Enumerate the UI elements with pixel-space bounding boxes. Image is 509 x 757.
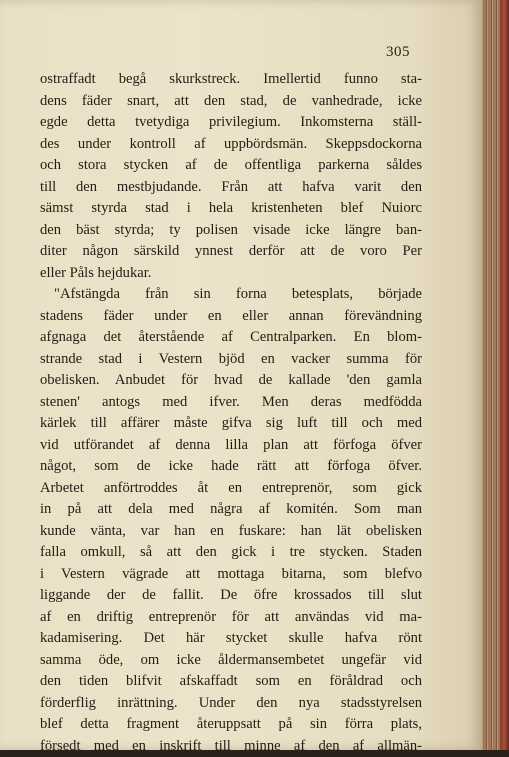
text-line: till den mestbjudande. Från att hafva varit den [40,177,422,199]
text-line: "Afstängda från sin forna betesplats, började [40,284,422,306]
text-line: kadamisering. Det här stycket skulle hafva rönt [40,628,422,650]
text-line: falla omkull, så att den gick i tre stycken. Staden [40,542,422,564]
text-line: stenen' antogs med ifver. Men deras medfödda [40,392,422,414]
text-line: stadens fäder under en eller annan förevändning [40,306,422,328]
text-line: ostraffadt begå skurkstreck. Imellertid funno sta- [40,69,422,91]
text-line: sämst styrda stad i hela kristenheten blef Nuiorc [40,198,422,220]
book-cover-edge [500,0,509,750]
page-number: 305 [386,44,410,61]
text-line: i Vestern vägrade att mottaga bitarna, som blefvo [40,564,422,586]
text-line: in på att dela med några af komitén. Som man [40,499,422,521]
text-line: försedt med en inskrift till minne af den af allmän- [40,736,422,757]
text-line: diter någon särskild ynnest derför att de voro Per [40,241,422,263]
text-line: samma öde, om icke åldermansembetet ungefär vid [40,650,422,672]
text-line: strande stad i Vestern bjöd en vacker summa för [40,349,422,371]
text-line: förderflig inrättning. Under den nya stadsstyrelsen [40,693,422,715]
text-line: obelisken. Anbudet för hvad de kallade 'den gamla [40,370,422,392]
text-line: blef detta fragment återuppsatt på sin förra plats, [40,714,422,736]
text-line: den tiden blifvit afskaffadt som en föråldrad och [40,671,422,693]
text-line: afgnaga det återstående af Centralparken. En blom- [40,327,422,349]
text-line: Arbetet anförtroddes åt en entreprenör, som gick [40,478,422,500]
book-page-edges [482,0,509,750]
text-line: af en driftig entreprenör för att användas vid ma- [40,607,422,629]
text-line: något, som de icke hade rätt att förfoga öfver. [40,456,422,478]
text-line: kärlek till affärer måste gifva sig luft till och med [40,413,422,435]
text-line: dens fäder snart, att den stad, de vanhedrade, icke [40,91,422,113]
text-line: kunde vänta, var han en fuskare: han lät obelisken [40,521,422,543]
text-line: liggande der de fallit. De öfre krossados till slut [40,585,422,607]
text-line: och stora stycken af de offentliga parkerna såldes [40,155,422,177]
text-line: den bäst styrda; ty polisen visade icke längre ban- [40,220,422,242]
text-line: vid utförandet af denna lilla plan att förfoga öfver [40,435,422,457]
text-line: des under kontroll af uppbördsmän. Skeppsdockorna [40,134,422,156]
text-line: egde detta tvetydiga privilegium. Inkomsterna ställ- [40,112,422,134]
text-line: eller Påls hejdukar. [40,263,422,285]
body-text [40,69,422,757]
